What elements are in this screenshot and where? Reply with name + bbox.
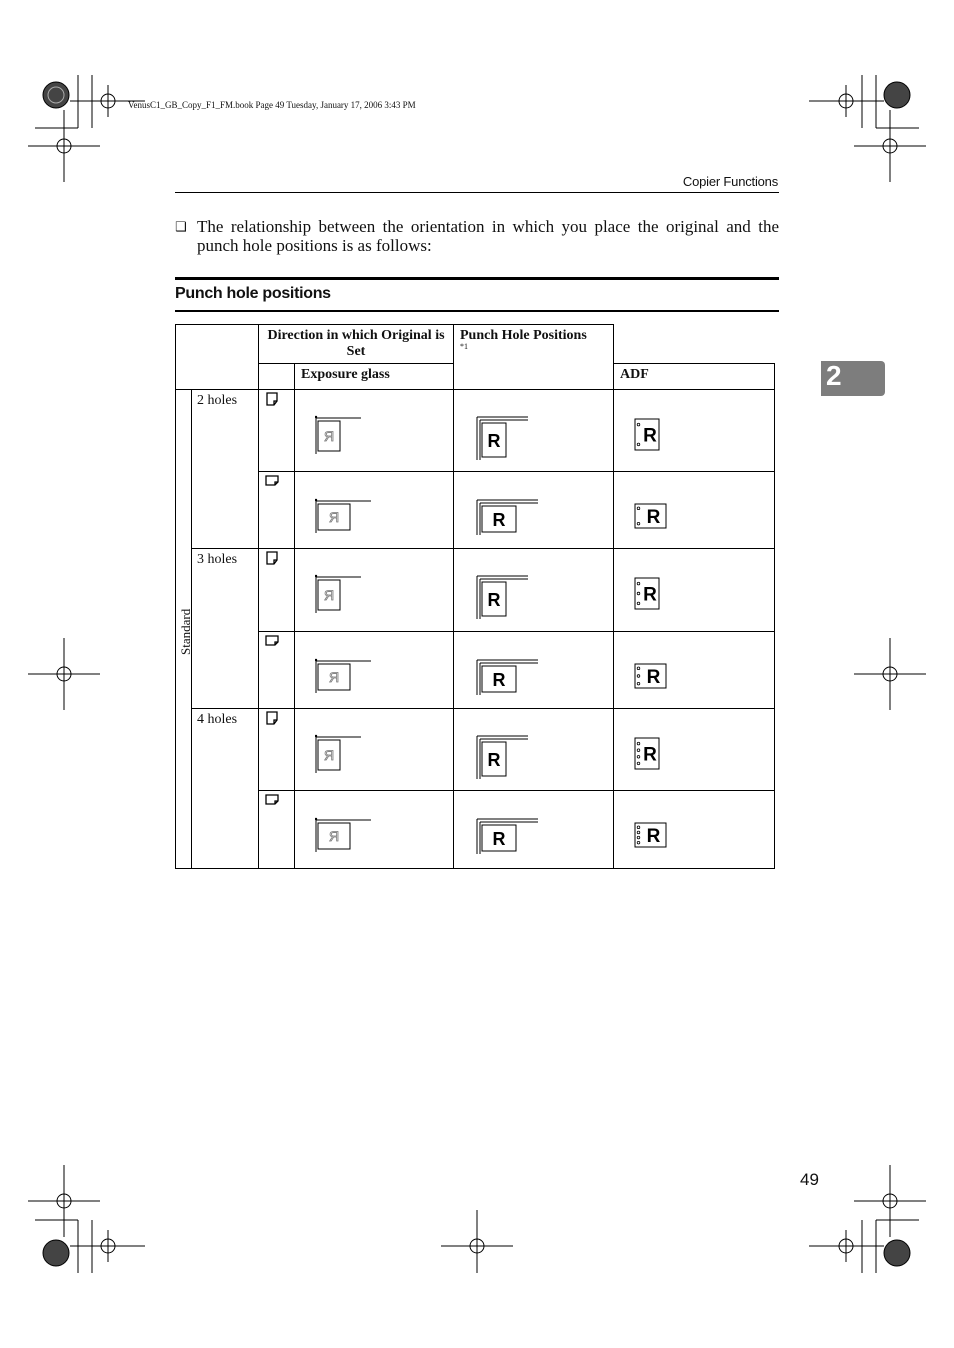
adf-cell [454, 549, 614, 632]
adf-cell [454, 472, 614, 549]
section-title: Punch hole positions [175, 285, 331, 302]
punch-position-cell [614, 549, 775, 632]
page-number: 49 [800, 1170, 819, 1189]
exposure-glass-cell [295, 549, 454, 632]
adf-cell [454, 791, 614, 869]
svg-text:R: R [323, 747, 335, 763]
print-job-info: VenusC1_GB_Copy_F1_FM.book Page 49 Tuesday, January 17, 2006 3:43 PM [128, 100, 416, 110]
table-row [176, 632, 775, 709]
svg-text:R: R [646, 507, 661, 528]
punch-hole-result-icon [634, 822, 669, 850]
svg-text:R: R [643, 425, 657, 447]
svg-text:R: R [643, 584, 657, 606]
punch-hole-result-icon [634, 503, 669, 531]
adf-placement-icon [476, 498, 540, 536]
holes-label: 3 holes [192, 549, 259, 709]
orientation-cell [259, 549, 295, 632]
exposure-glass-placement-icon [315, 734, 363, 774]
svg-text:R: R [643, 744, 657, 766]
standard-group-cell [176, 390, 192, 869]
orientation-cell [259, 390, 295, 472]
punch-positions-header-text: Punch Hole Positions [460, 328, 587, 343]
punch-hole-result-icon [634, 737, 662, 772]
punch-hole-result-icon [634, 577, 662, 612]
adf-cell [454, 632, 614, 709]
svg-text:R: R [487, 431, 501, 451]
note-paragraph [175, 217, 779, 255]
svg-text:R: R [646, 826, 661, 847]
note-bullet-icon: ❑ [175, 220, 187, 235]
table-row [176, 472, 775, 549]
adf-placement-icon [476, 817, 540, 855]
exposure-glass-placement-icon [315, 817, 373, 853]
orientation-header-cell [259, 364, 295, 390]
punch-positions-header [454, 325, 614, 390]
punch-position-cell [614, 791, 775, 869]
adf-placement-icon [476, 415, 530, 461]
section-rule-top [175, 277, 779, 280]
adf-cell [454, 390, 614, 472]
punch-hole-result-icon [634, 663, 669, 691]
holes-label: 2 holes [192, 390, 259, 549]
svg-text:R: R [492, 829, 506, 849]
exposure-glass-placement-icon [315, 415, 363, 455]
chapter-number: 2 [826, 360, 842, 391]
svg-text:R: R [323, 587, 335, 603]
adf-cell [454, 709, 614, 791]
adf-header: ADF [614, 364, 775, 390]
svg-text:R: R [492, 670, 506, 690]
punch-position-cell [614, 632, 775, 709]
table-row [176, 549, 775, 632]
exposure-glass-cell [295, 709, 454, 791]
orientation-cell [259, 709, 295, 791]
table-corner-cell [176, 325, 259, 390]
exposure-glass-placement-icon [315, 498, 373, 534]
section-rule-bottom [175, 310, 779, 312]
standard-label: Standard [178, 608, 193, 655]
direction-header: Direction in which Original is Set [259, 325, 454, 364]
exposure-glass-cell [295, 390, 454, 472]
landscape-orientation-icon [265, 634, 279, 648]
portrait-orientation-icon [265, 551, 279, 565]
adf-placement-icon [476, 734, 530, 780]
table-row [176, 791, 775, 869]
svg-text:R: R [487, 750, 501, 770]
exposure-glass-cell [295, 632, 454, 709]
svg-text:R: R [328, 828, 340, 844]
portrait-orientation-icon [265, 392, 279, 406]
punch-position-cell [614, 709, 775, 791]
landscape-orientation-icon [265, 793, 279, 807]
portrait-orientation-icon [265, 711, 279, 725]
orientation-cell [259, 472, 295, 549]
punch-hole-result-icon [634, 418, 662, 453]
svg-text:R: R [328, 669, 340, 685]
punch-position-cell [614, 390, 775, 472]
footnote-ref: *1 [460, 342, 468, 351]
orientation-cell [259, 632, 295, 709]
note-text: The relationship between the orientation in which you place the original and the punch hole positions is as follows: [197, 217, 779, 255]
header-rule [175, 192, 779, 193]
landscape-orientation-icon [265, 474, 279, 488]
exposure-glass-header: Exposure glass [295, 364, 454, 390]
running-header: Copier Functions [682, 174, 778, 189]
punch-position-cell [614, 472, 775, 549]
exposure-glass-cell [295, 472, 454, 549]
orientation-cell [259, 791, 295, 869]
exposure-glass-placement-icon [315, 658, 373, 694]
holes-label: 4 holes [192, 709, 259, 869]
exposure-glass-cell [295, 791, 454, 869]
punch-hole-table [175, 324, 775, 869]
adf-placement-icon [476, 658, 540, 696]
svg-text:R: R [328, 509, 340, 525]
table-row [176, 390, 775, 472]
svg-text:R: R [487, 590, 501, 610]
adf-placement-icon [476, 574, 530, 620]
exposure-glass-placement-icon [315, 574, 363, 614]
svg-text:R: R [492, 510, 506, 530]
table-row [176, 709, 775, 791]
svg-text:R: R [646, 667, 661, 688]
svg-text:R: R [323, 428, 335, 444]
